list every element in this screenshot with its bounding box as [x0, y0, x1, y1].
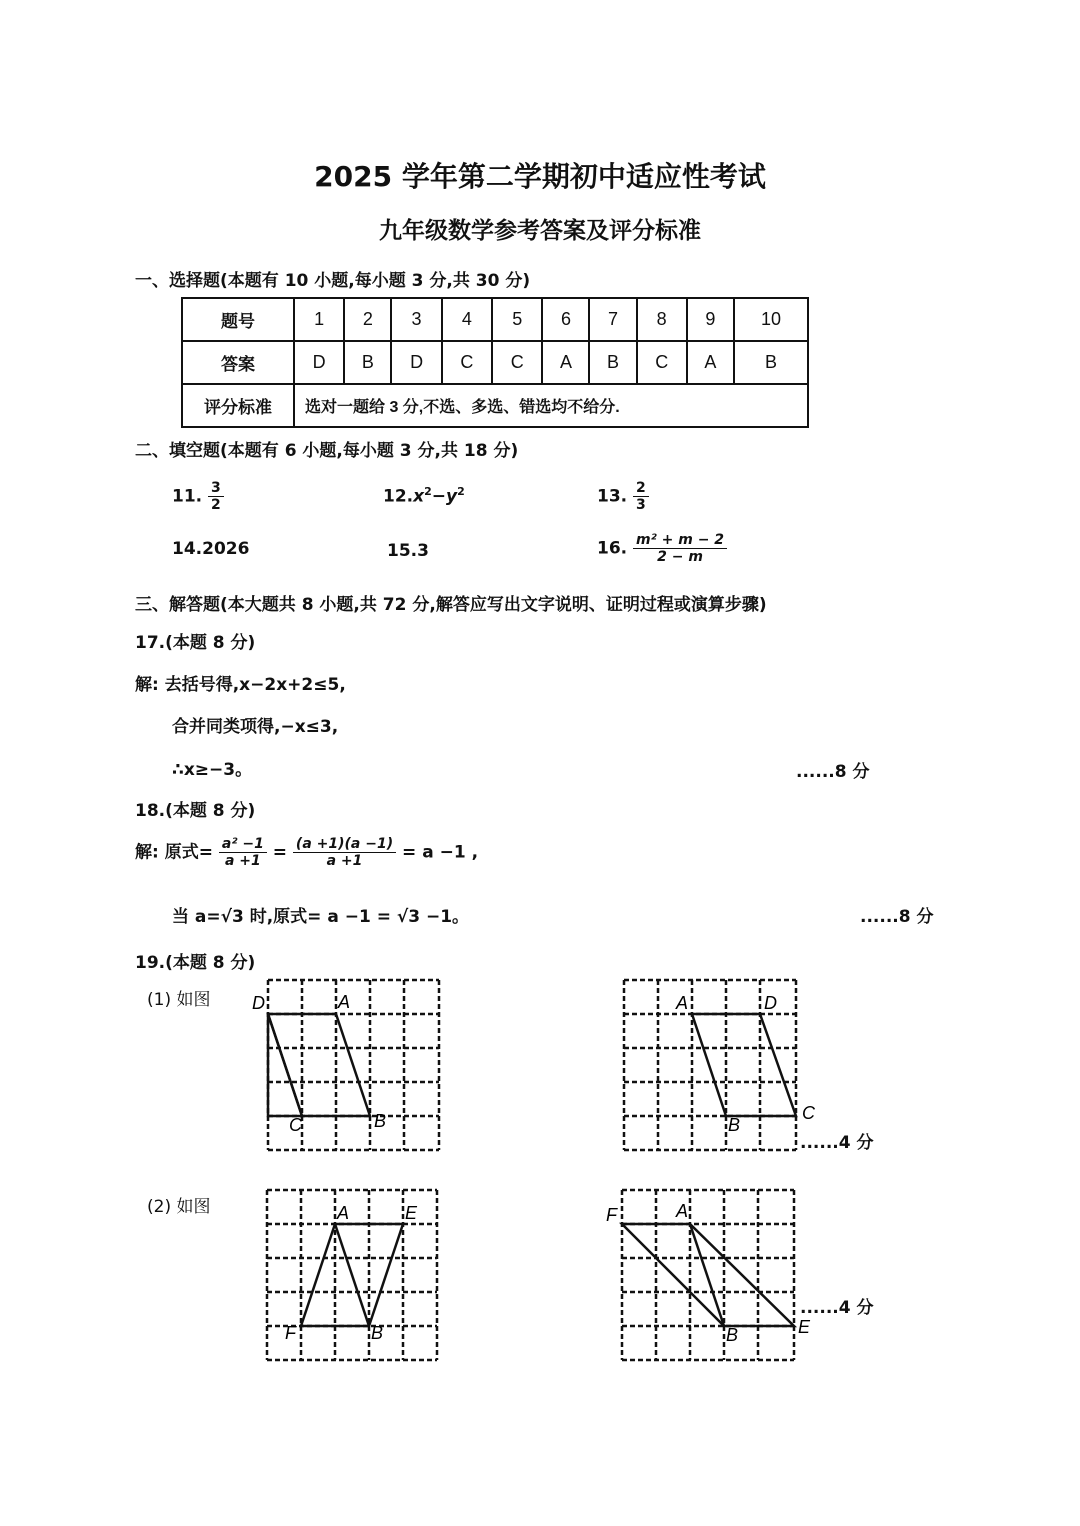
- q18-score: ......8 分: [860, 907, 934, 927]
- q16-label: 16.: [597, 538, 628, 559]
- q13-fraction: [633, 480, 649, 513]
- table-cell: A: [687, 341, 734, 384]
- q11-denominator: 2: [211, 497, 221, 513]
- q19-score1: ......4 分: [800, 1133, 874, 1153]
- scoring-rule: 选对一题给 3 分,不选、多选、错选均不给分.: [294, 384, 808, 427]
- table-cell: 10: [734, 298, 808, 341]
- q18-fraction2: [293, 836, 396, 869]
- point-label: F: [606, 1205, 617, 1225]
- page-subtitle: 九年级数学参考答案及评分标准: [379, 218, 701, 244]
- table-cell: C: [637, 341, 687, 384]
- q13-numerator: 2: [633, 480, 649, 497]
- q12-minus: −: [431, 486, 446, 507]
- point-label: A: [676, 993, 689, 1013]
- point-label: D: [764, 993, 777, 1013]
- row-label-answer: 答案: [182, 341, 294, 384]
- q18-title: 18.(本题 8 分): [135, 801, 256, 821]
- q13-denominator: 3: [636, 497, 646, 513]
- q19-title: 19.(本题 8 分): [135, 953, 256, 973]
- table-cell: B: [344, 341, 391, 384]
- page-title: 2025 学年第二学期初中适应性考试: [314, 160, 766, 193]
- point-label: B: [726, 1325, 739, 1345]
- answer-11: [172, 480, 224, 513]
- table-cell: D: [294, 341, 344, 384]
- q18-equals: =: [272, 842, 287, 863]
- section3-heading: 三、解答题(本大题共 8 小题,共 72 分,解答应写出文字说明、证明过程或演算步骤): [135, 595, 767, 615]
- q18-tail: = a −1 ,: [402, 842, 479, 863]
- q12-exp1: 2: [424, 485, 432, 498]
- grid-figure-4: [600, 1185, 825, 1370]
- row-label-number: 题号: [182, 298, 294, 341]
- table-cell: C: [442, 341, 492, 384]
- point-label: E: [798, 1317, 811, 1337]
- q19-part2: (2) 如图: [147, 1197, 211, 1217]
- point-label: B: [374, 1111, 387, 1131]
- point-label: A: [337, 1203, 350, 1223]
- q18-f2-denominator: a +1: [326, 853, 363, 869]
- grid-figure-1: [240, 975, 450, 1160]
- table-cell: 9: [687, 298, 734, 341]
- table-cell: D: [391, 341, 441, 384]
- q12-exp2: 2: [457, 485, 465, 498]
- table-cell: C: [492, 341, 542, 384]
- q19-part1: (1) 如图: [147, 990, 211, 1010]
- q12-var-y: y: [446, 486, 458, 507]
- table-cell: 7: [589, 298, 636, 341]
- q18-f2-numerator: (a +1)(a −1): [293, 836, 396, 853]
- table-cell: 3: [391, 298, 441, 341]
- point-label: E: [405, 1203, 418, 1223]
- q11-fraction: [208, 480, 224, 513]
- table-row: [182, 384, 808, 427]
- q11-numerator: 3: [208, 480, 224, 497]
- table-row: [182, 341, 808, 384]
- q17-line2: 合并同类项得,−x≤3,: [172, 717, 339, 737]
- q11-label: 11.: [172, 486, 203, 507]
- q18-fraction1: [219, 836, 267, 869]
- q13-label: 13.: [597, 486, 628, 507]
- table-cell: 1: [294, 298, 344, 341]
- q17-line3: ∴x≥−3。: [172, 760, 253, 780]
- q18-prefix: 解: 原式=: [135, 842, 213, 863]
- point-label: A: [338, 992, 351, 1012]
- q12-label: 12.: [383, 486, 414, 507]
- q17-title: 17.(本题 8 分): [135, 633, 256, 653]
- table-row: [182, 298, 808, 341]
- table-cell: A: [542, 341, 589, 384]
- answer-15: 15.3: [387, 541, 429, 561]
- table-cell: 6: [542, 298, 589, 341]
- answer-12: [383, 485, 465, 507]
- answer-13: [597, 480, 649, 513]
- grid-figure-3: [255, 1185, 450, 1370]
- answer-table: [181, 297, 809, 428]
- point-label: C: [289, 1115, 302, 1135]
- q19-score2: ......4 分: [800, 1298, 874, 1318]
- table-cell: 4: [442, 298, 492, 341]
- table-cell: B: [589, 341, 636, 384]
- point-label: B: [371, 1323, 384, 1343]
- q18-f1-denominator: a +1: [224, 853, 261, 869]
- point-label: D: [252, 993, 265, 1013]
- grid-figure-2: [612, 975, 827, 1160]
- q16-denominator: 2 − m: [657, 549, 703, 565]
- q18-line1: [135, 836, 478, 869]
- q16-fraction: [633, 532, 727, 565]
- section2-heading: 二、填空题(本题有 6 小题,每小题 3 分,共 18 分): [135, 441, 519, 461]
- point-label: B: [728, 1115, 741, 1135]
- table-cell: 8: [637, 298, 687, 341]
- point-label: F: [285, 1323, 296, 1343]
- q17-score: ......8 分: [796, 762, 870, 782]
- q12-var-x: x: [413, 486, 425, 507]
- table-cell: 5: [492, 298, 542, 341]
- section1-heading: 一、选择题(本题有 10 小题,每小题 3 分,共 30 分): [135, 271, 531, 291]
- q18-f1-numerator: a² −1: [219, 836, 267, 853]
- table-cell: 2: [344, 298, 391, 341]
- q18-line2: 当 a=√3 时,原式= a −1 = √3 −1。: [172, 907, 470, 927]
- point-label: C: [802, 1103, 815, 1123]
- q17-line1: 解: 去括号得,x−2x+2≤5,: [135, 675, 346, 695]
- q16-numerator: m² + m − 2: [633, 532, 727, 549]
- point-label: A: [676, 1201, 689, 1221]
- table-cell: B: [734, 341, 808, 384]
- row-label-rule: 评分标准: [182, 384, 294, 427]
- answer-14: 14.2026: [172, 539, 250, 559]
- answer-16: [597, 532, 727, 565]
